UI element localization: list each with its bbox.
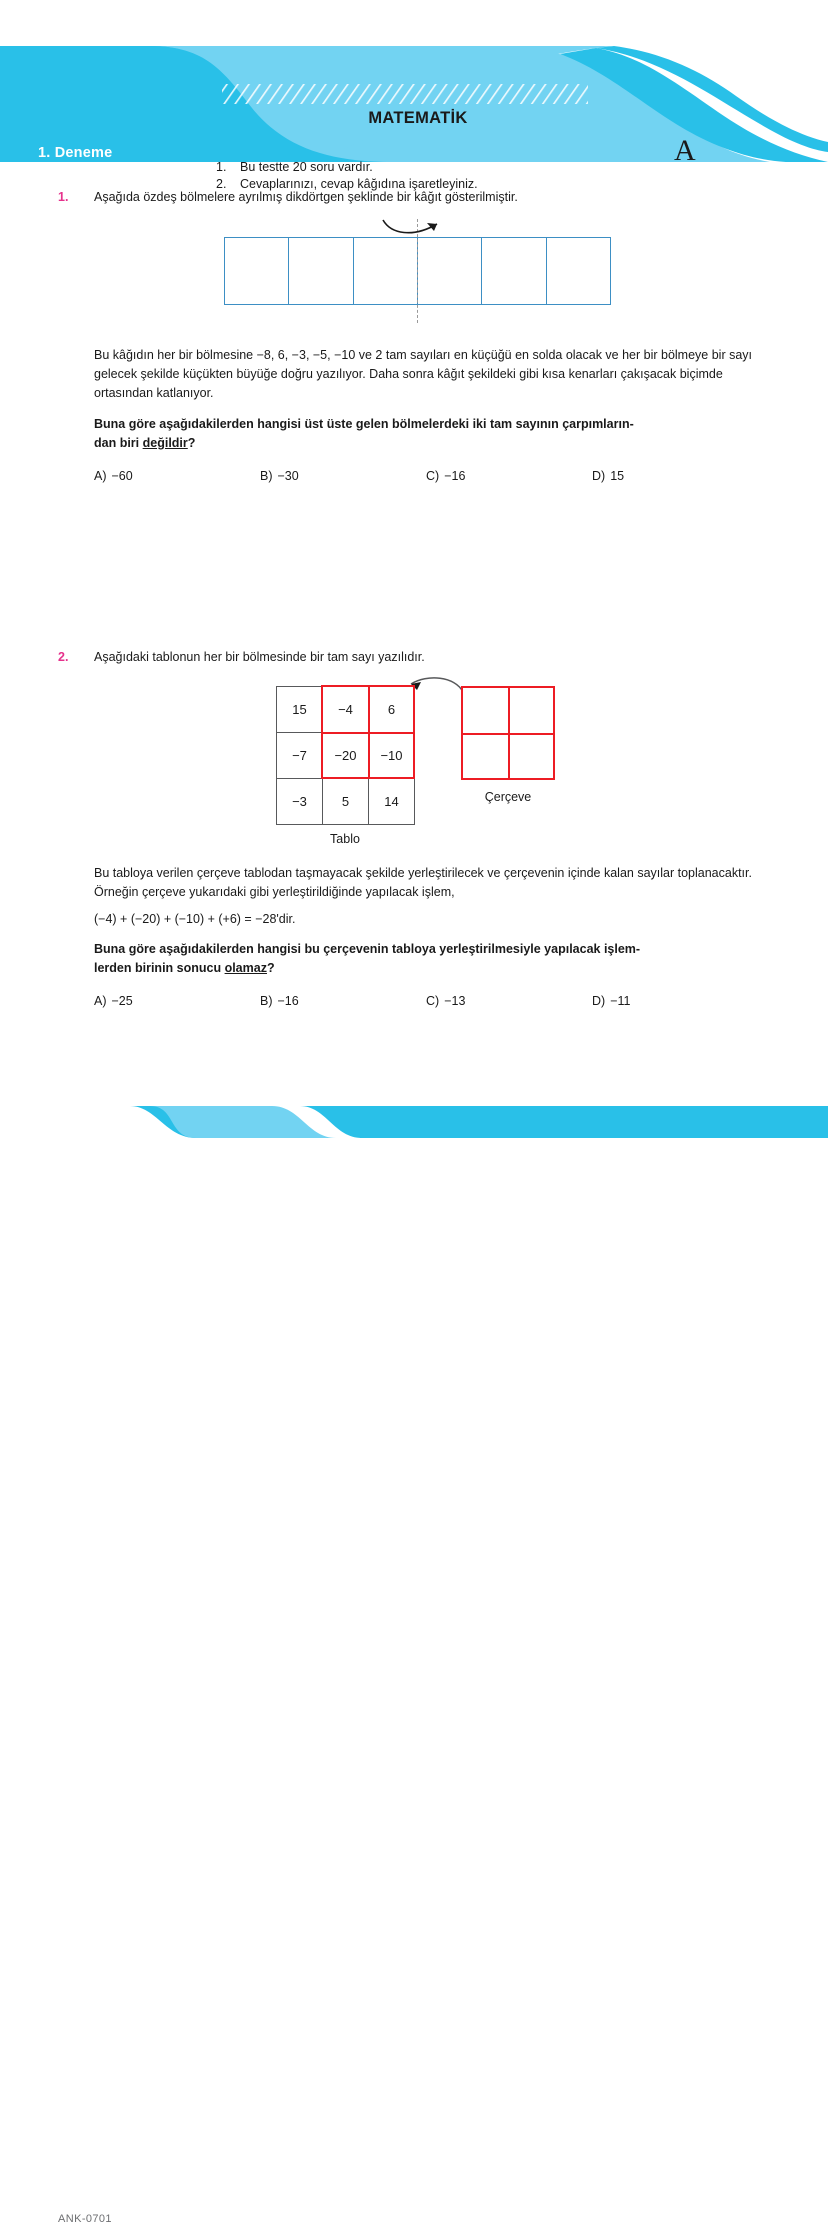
option-letter: D) [592, 469, 606, 483]
page-footer [0, 1100, 828, 2226]
option-b[interactable] [260, 994, 426, 1008]
cerceve-grid [461, 686, 555, 780]
example-equation: (−4) + (−20) + (−10) + (+6) = −28'dir. [94, 912, 296, 926]
instruction-number: 1. [216, 160, 227, 174]
strip-cell [289, 238, 353, 304]
footer-code: ANK-0701 [58, 2213, 112, 2225]
footer-ribbon-graphic [0, 1100, 828, 1144]
question-paragraph: Bu kâğıdın her bir bölmesine −8, 6, −3, −5, −10 ve 2 tam sayıları en küçüğü en solda olacak ve her bir bölmeye bir sayı gelecek şekilde küçükten büyüğe doğru yazılıyor. Daha sonra kâğıt şekildeki gibi kısa kenarları çakışacak biçimde ortasından katlanıyor. [94, 348, 753, 400]
option-value: 15 [610, 469, 625, 483]
table-row [277, 779, 415, 825]
tablo-label: Tablo [330, 832, 360, 846]
option-letter: C) [426, 994, 440, 1008]
prompt-end: ? [266, 961, 275, 975]
table-row [277, 687, 415, 733]
option-value: −11 [610, 994, 631, 1008]
strip-cell [547, 238, 610, 304]
page-number: 23 [716, 2212, 730, 2226]
table-cell: −10 [369, 733, 415, 779]
option-value: −30 [277, 469, 299, 483]
table-cell: −3 [277, 779, 323, 825]
tablo-figure [276, 686, 415, 846]
instruction-item [216, 160, 478, 174]
option-letter: B) [260, 469, 273, 483]
pointing-hand-icon: ☞ [656, 2213, 666, 2225]
option-letter: D) [592, 994, 606, 1008]
option-c[interactable] [426, 469, 592, 483]
option-a[interactable] [94, 994, 260, 1008]
table-cell: 6 [369, 687, 415, 733]
option-value: −25 [111, 994, 133, 1008]
question-prompt [94, 415, 758, 453]
answer-options [94, 469, 758, 483]
strip-cell [225, 238, 289, 304]
table-cell: −4 [323, 687, 369, 733]
option-value: −13 [444, 994, 466, 1008]
exam-label: 1. Deneme [38, 145, 113, 161]
question-number: 2. [58, 650, 69, 664]
prompt-line-1: Buna göre aşağıdakilerden hangisi üst üste gelen bölmelerdeki iki tam sayının çarpımların- [94, 417, 634, 431]
table-cell: 5 [323, 779, 369, 825]
prompt-line-1: Buna göre aşağıdakilerden hangisi bu çerçevenin tabloya yerleştirilmesiyle yapılacak işlem- [94, 942, 641, 956]
strip-cell [482, 238, 546, 304]
prompt-end: ? [187, 436, 196, 450]
strip-cell [418, 238, 482, 304]
question-prompt [94, 940, 758, 978]
prompt-underlined-word: değildir [142, 436, 188, 450]
table-cell: 14 [369, 779, 415, 825]
option-d[interactable] [592, 469, 758, 483]
option-letter: A) [94, 469, 107, 483]
instruction-text: Bu testte 20 soru vardır. [240, 160, 373, 174]
strip-cell [354, 238, 418, 304]
footer-next-page-text: Diğer sayfaya geçiniz. [520, 2212, 641, 2224]
option-letter: C) [426, 469, 440, 483]
cerceve-horizontal-divider [463, 733, 553, 735]
paper-strip-figure [224, 237, 611, 305]
prompt-line-2: dan biri [94, 436, 143, 450]
instruction-text: Cevaplarınızı, cevap kâğıdına işaretleyiniz. [240, 177, 478, 191]
cerceve-figure [461, 686, 555, 804]
page-header [0, 46, 828, 191]
answer-options [94, 994, 758, 1008]
table-cell: 15 [277, 687, 323, 733]
subject-title: MATEMATİK [368, 109, 468, 127]
table-cell: −7 [277, 733, 323, 779]
option-value: −16 [444, 469, 466, 483]
cerceve-label: Çerçeve [484, 790, 532, 804]
instructions-list [216, 160, 478, 194]
prompt-line-2: lerden birinin sonucu [94, 961, 225, 975]
question-number: 1. [58, 190, 69, 204]
booklet-letter: A [674, 134, 696, 167]
prompt-underlined-word: olamaz [224, 961, 267, 975]
tablo-grid [276, 686, 415, 825]
option-value: −60 [111, 469, 133, 483]
question-paragraph: Bu tabloya verilen çerçeve tablodan taşmayacak şekilde yerleştirilecek ve çerçevenin içinde kalan sayılar toplanacaktır. Örneğin çerçeve yukarıdaki gibi yerleştirildiğinde yapılacak işlem, [94, 866, 752, 899]
header-ribbon-graphic [0, 46, 828, 162]
footer-grade: 7. SINIF [203, 2213, 249, 2225]
instruction-number: 2. [216, 177, 227, 191]
option-d[interactable] [592, 994, 758, 1008]
question-stem: Aşağıdaki tablonun her bir bölmesinde bir tam sayı yazılıdır. [94, 650, 425, 664]
instruction-item [216, 177, 478, 191]
option-letter: A) [94, 994, 107, 1008]
option-letter: B) [260, 994, 273, 1008]
table-row [277, 733, 415, 779]
option-value: −16 [277, 994, 299, 1008]
option-a[interactable] [94, 469, 260, 483]
option-c[interactable] [426, 994, 592, 1008]
question-stem: Aşağıda özdeş bölmelere ayrılmış dikdörtgen şeklinde bir kâğıt gösterilmiştir. [94, 190, 518, 204]
table-cell: −20 [323, 733, 369, 779]
fold-arrow-icon [379, 214, 459, 242]
option-b[interactable] [260, 469, 426, 483]
